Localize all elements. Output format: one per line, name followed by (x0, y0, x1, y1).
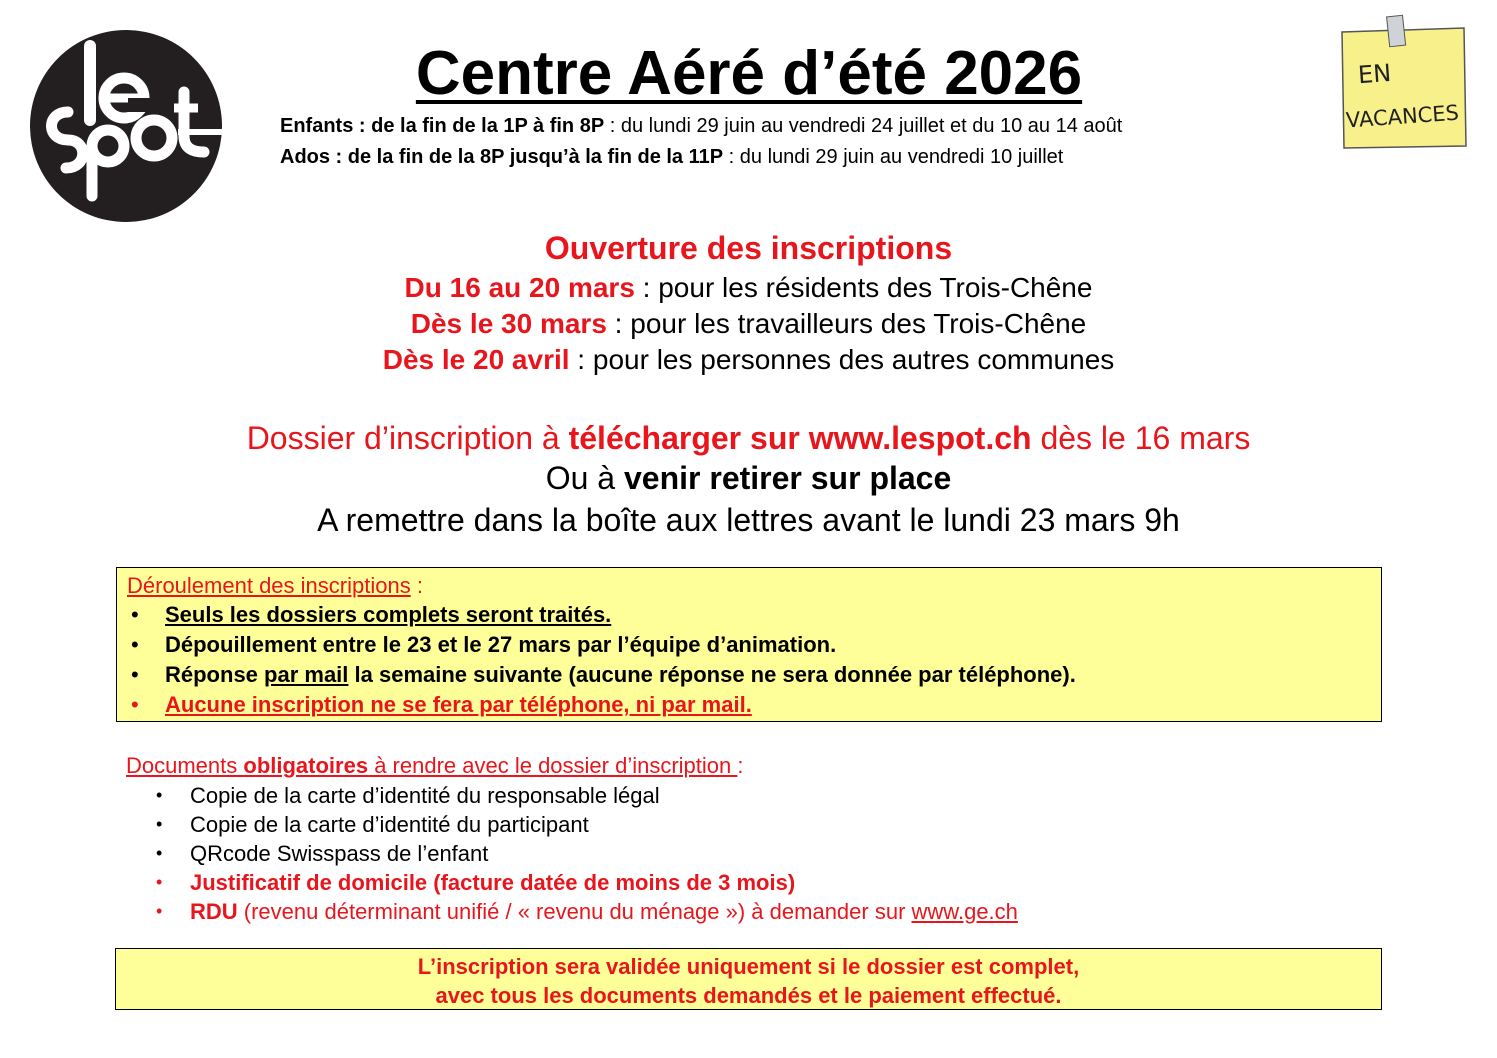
download-line (0, 418, 1497, 458)
sticky-text-line1: EN (1357, 58, 1393, 90)
opening-title: Ouverture des inscriptions (544, 230, 953, 266)
procedure-heading-text: Déroulement des inscriptions (127, 573, 411, 598)
opening-date: Du 16 au 20 mars (404, 272, 635, 303)
list-item: • Copie de la carte d’identité du responsable légal (156, 783, 660, 808)
bullet-icon: • (156, 872, 163, 892)
deadline-line: A remettre dans la boîte aux lettres avant le lundi 23 mars 9h (317, 502, 1180, 538)
download-date: dès le 16 mars (1031, 420, 1251, 456)
download-link[interactable]: télécharger sur www.lespot.ch (568, 420, 1032, 456)
enfants-label: Enfants : de la fin de la 1P à fin 8P (280, 115, 605, 137)
opening-date: Dès le 20 avril (382, 344, 570, 375)
bullet-icon: • (131, 692, 139, 717)
list-item: • Copie de la carte d’identité du participant (156, 812, 589, 837)
page-title: Centre Aéré d’été 2026 (415, 39, 1083, 108)
procedure-heading: Déroulement des inscriptions : (127, 573, 423, 598)
opening-line-residents (0, 270, 1497, 306)
sticky-note-illustration (1336, 14, 1472, 154)
ados-label: Ados : de la fin de la 8P jusqu’à la fin de la 11P (280, 146, 724, 168)
documents-heading: Documents obligatoires à rendre avec le dossier d’inscription : (126, 753, 744, 778)
opening-text: : pour les résidents des Trois-Chêne (634, 272, 1093, 303)
ados-dates (280, 145, 1063, 169)
validation-line1: L’inscription sera validée uniquement si le dossier est complet, (417, 954, 1080, 979)
list-item: • Dépouillement entre le 23 et le 27 mars par l’équipe d’animation. (127, 630, 1371, 660)
sticky-text-line2: VACANCES (1345, 100, 1460, 133)
procedure-box (116, 567, 1382, 722)
enfants-dates (280, 114, 1122, 138)
ados-period: : du lundi 29 juin au vendredi 10 juillet (723, 146, 1064, 168)
ge-ch-link[interactable]: www.ge.ch (911, 899, 1018, 924)
opening-text: : pour les travailleurs des Trois-Chêne (606, 308, 1087, 339)
pickup-intro: Ou à (545, 460, 624, 496)
list-item: • Aucune inscription ne se fera par téléphone, ni par mail. (127, 690, 1371, 720)
list-item: • RDU (revenu déterminant unifié / « revenu du ménage ») à demander sur www.ge.ch (156, 899, 1018, 924)
list-item: • Seuls les dossiers complets seront traités. (127, 600, 1371, 630)
bullet-icon: • (156, 814, 163, 834)
pickup-line (0, 458, 1497, 498)
list-item: • Justificatif de domicile (facture datée de moins de 3 mois) (156, 870, 796, 895)
validation-line2: avec tous les documents demandés et le paiement effectué. (435, 983, 1062, 1008)
opening-date: Dès le 30 mars (410, 308, 607, 339)
procedure-list (127, 600, 1371, 720)
download-intro: Dossier d’inscription à (246, 420, 569, 456)
opening-line-others (0, 342, 1497, 378)
pickup-emphasis: venir retirer sur place (623, 460, 952, 496)
enfants-period: : du lundi 29 juin au vendredi 24 juillet et du 10 au 14 août (604, 115, 1123, 137)
bullet-icon: • (131, 662, 139, 687)
le-spot-logo-icon (28, 28, 224, 224)
list-item: • Réponse par mail la semaine suivante (aucune réponse ne sera donnée par téléphone). (127, 660, 1371, 690)
bullet-icon: • (156, 843, 163, 863)
opening-text: : pour les personnes des autres communes (569, 344, 1115, 375)
documents-list (150, 781, 1018, 926)
opening-line-workers (0, 306, 1497, 342)
list-item: • QRcode Swisspass de l’enfant (156, 841, 489, 866)
validation-box (115, 948, 1382, 1010)
tape-icon (1387, 15, 1406, 47)
bullet-icon: • (131, 602, 139, 627)
bullet-icon: • (131, 632, 139, 657)
bullet-icon: • (156, 901, 163, 921)
le-spot-logo (28, 28, 224, 224)
bullet-icon: • (156, 785, 163, 805)
